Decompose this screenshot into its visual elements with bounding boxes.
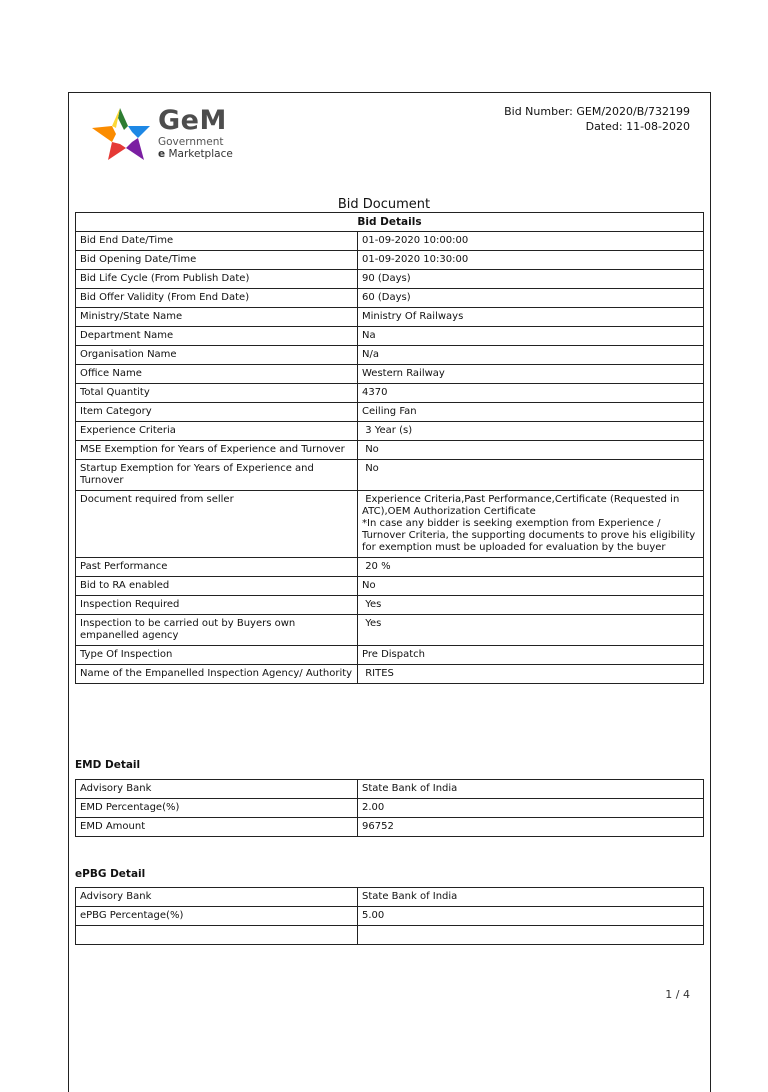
gem-star-icon [88,104,156,164]
field-label: EMD Percentage(%) [76,799,358,818]
table-row [76,270,704,289]
field-label: Total Quantity [76,384,358,403]
table-row [76,251,704,270]
table-row [76,346,704,365]
field-value: No [358,577,704,596]
field-value: 5.00 [358,907,704,926]
table-row [76,596,704,615]
field-value: 60 (Days) [358,289,704,308]
emd-heading: EMD Detail [75,759,141,771]
field-value: 4370 [358,384,704,403]
field-label: MSE Exemption for Years of Experience and Turnover [76,441,358,460]
field-value: 20 % [358,558,704,577]
table-row [76,558,704,577]
logo-wordmark: GeM [158,105,227,136]
table-row [76,441,704,460]
field-label: Bid Life Cycle (From Publish Date) [76,270,358,289]
table-row [76,577,704,596]
field-value: State Bank of India [358,780,704,799]
table-row [76,665,704,684]
field-value: 90 (Days) [358,270,704,289]
field-label: Item Category [76,403,358,422]
field-value [358,926,704,945]
field-label [76,926,358,945]
table-row [76,384,704,403]
field-label: Ministry/State Name [76,308,358,327]
field-value: Yes [358,615,704,646]
field-label: Inspection to be carried out by Buyers own empanelled agency [76,615,358,646]
field-value: State Bank of India [358,888,704,907]
field-label: Bid End Date/Time [76,232,358,251]
field-label: EMD Amount [76,818,358,837]
table-row [76,888,704,907]
document-title: Bid Document [337,197,431,212]
table-row [76,327,704,346]
table-row [76,365,704,384]
table-row [76,799,704,818]
field-label: Document required from seller [76,491,358,558]
field-value: 2.00 [358,799,704,818]
table-row [76,780,704,799]
field-label: Bid to RA enabled [76,577,358,596]
field-value: Experience Criteria,Past Performance,Certificate (Requested in ATC),OEM Authorization Certificate *In case any bidder is seeking exemption from Experience / Turnover Criteria, the supporting documents to prove his eligibility for exemption must be uploaded for evaluation by the buyer [358,491,704,558]
field-label: Name of the Empanelled Inspection Agency/ Authority [76,665,358,684]
field-value: N/a [358,346,704,365]
bid-meta [504,104,690,134]
table-row [76,491,704,558]
field-value: Yes [358,596,704,615]
field-label: Inspection Required [76,596,358,615]
field-value: Western Railway [358,365,704,384]
table-row [76,403,704,422]
bid-details-heading: Bid Details [76,213,704,232]
field-value: Ceiling Fan [358,403,704,422]
table-row [76,232,704,251]
bid-number: Bid Number: GEM/2020/B/732199 [504,105,690,118]
field-label: Experience Criteria [76,422,358,441]
field-value: No [358,441,704,460]
field-label: Advisory Bank [76,888,358,907]
field-label: Startup Exemption for Years of Experience and Turnover [76,460,358,491]
table-row [76,308,704,327]
field-value: 3 Year (s) [358,422,704,441]
table-row [76,615,704,646]
field-label: ePBG Percentage(%) [76,907,358,926]
bid-details-table [75,212,704,684]
field-label: Department Name [76,327,358,346]
logo-subtitle-2: e Marketplace [158,148,233,160]
table-row [76,926,704,945]
field-value: RITES [358,665,704,684]
field-value: No [358,460,704,491]
field-label: Office Name [76,365,358,384]
field-label: Past Performance [76,558,358,577]
field-value: Na [358,327,704,346]
table-header-row [76,213,704,232]
page-indicator: 1 / 4 [665,988,690,1001]
table-row [76,907,704,926]
epbg-table [75,887,704,945]
emd-table [75,779,704,837]
field-label: Type Of Inspection [76,646,358,665]
table-row [76,646,704,665]
field-label: Advisory Bank [76,780,358,799]
gem-logo [88,104,238,164]
table-row [76,460,704,491]
table-row [76,422,704,441]
field-label: Bid Offer Validity (From End Date) [76,289,358,308]
logo-subtitle-1: Government [158,136,224,148]
field-value: Ministry Of Railways [358,308,704,327]
field-value: Pre Dispatch [358,646,704,665]
bid-date: Dated: 11-08-2020 [585,120,690,133]
table-row [76,818,704,837]
field-value: 96752 [358,818,704,837]
epbg-heading: ePBG Detail [75,868,146,880]
field-label: Organisation Name [76,346,358,365]
field-value: 01-09-2020 10:00:00 [358,232,704,251]
field-label: Bid Opening Date/Time [76,251,358,270]
field-value: 01-09-2020 10:30:00 [358,251,704,270]
table-row [76,289,704,308]
